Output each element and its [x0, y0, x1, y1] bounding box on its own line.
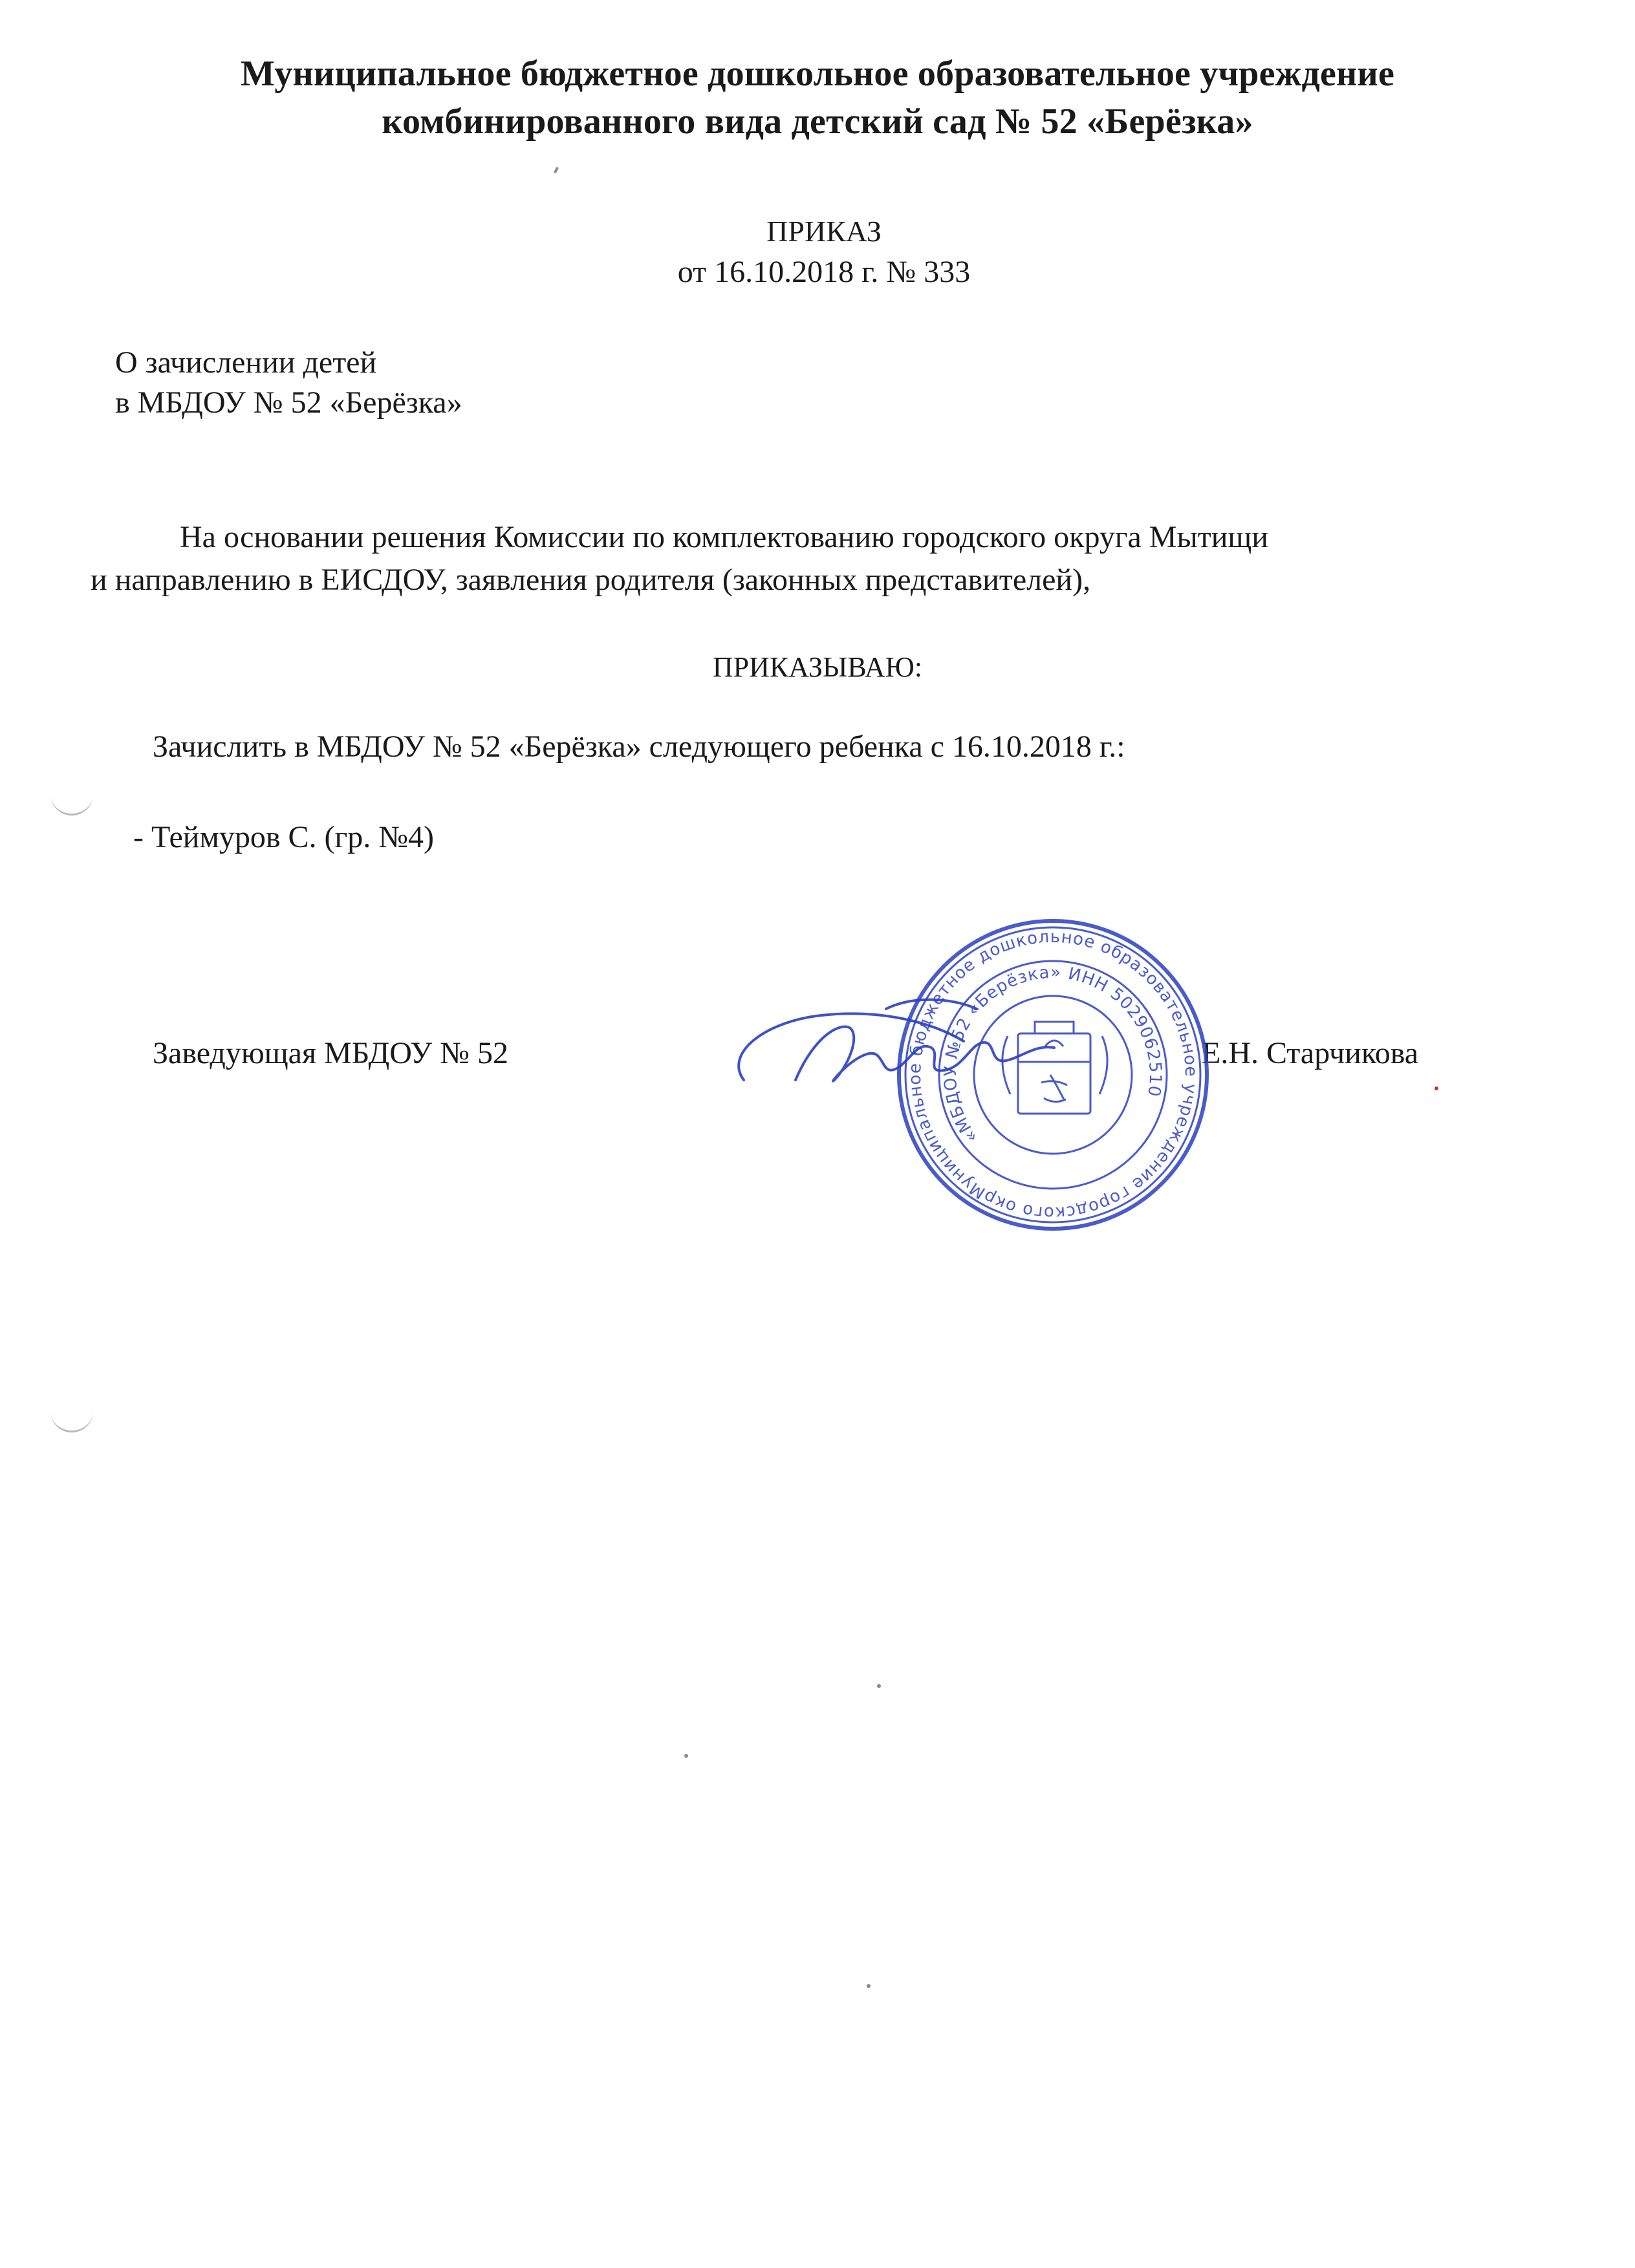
hole-punch-mark: [50, 1409, 93, 1432]
handwritten-signature-icon: [718, 983, 1080, 1112]
basis-line2: и направлению в ЕИСДОУ, заявления родителя (законных представителей),: [91, 563, 1091, 597]
stamp-outer-text: Муниципальное бюджетное дошкольное образовательное учреждение городского округа: [905, 927, 1201, 1223]
basis-line1: На основании решения Комиссии по комплектованию городского округа Мытищи: [180, 520, 1269, 554]
scan-speck: [867, 1984, 871, 1988]
order-title: ПРИКАЗ: [766, 215, 882, 248]
signatory-position: Заведующая МБДОУ № 52: [153, 1036, 508, 1070]
institution-name-line1: Муниципальное бюджетное дошкольное образовательное учреждение: [240, 54, 1395, 94]
scan-speck: [1435, 1086, 1438, 1090]
scan-speck: [684, 1754, 688, 1758]
stamp-inner-text: «МБДОУ №52 «Берёзка» ИНН 5029062510: [940, 962, 1165, 1147]
child-list-item: - Теймуров С. (гр. №4): [133, 820, 434, 854]
hole-punch-mark: [50, 792, 93, 815]
order-subject: [115, 343, 462, 423]
subject-line1: О зачислении детей: [115, 345, 377, 380]
decree-heading: ПРИКАЗЫВАЮ:: [712, 651, 923, 683]
institution-name-line2: комбинированного вида детский сад № 52 «Берёзка»: [382, 102, 1253, 142]
subject-line2: в МБДОУ № 52 «Берёзка»: [115, 385, 462, 420]
scan-speck: [554, 167, 559, 174]
scan-speck: [877, 1684, 881, 1688]
enroll-statement: Зачислить в МБДОУ № 52 «Берёзка» следующего ребенка с 16.10.2018 г.:: [153, 729, 1125, 764]
signatory-name: Е.Н. Старчикова: [1202, 1036, 1419, 1070]
order-basis: [91, 516, 1539, 601]
order-date-number: от 16.10.2018 г. № 333: [677, 255, 971, 289]
